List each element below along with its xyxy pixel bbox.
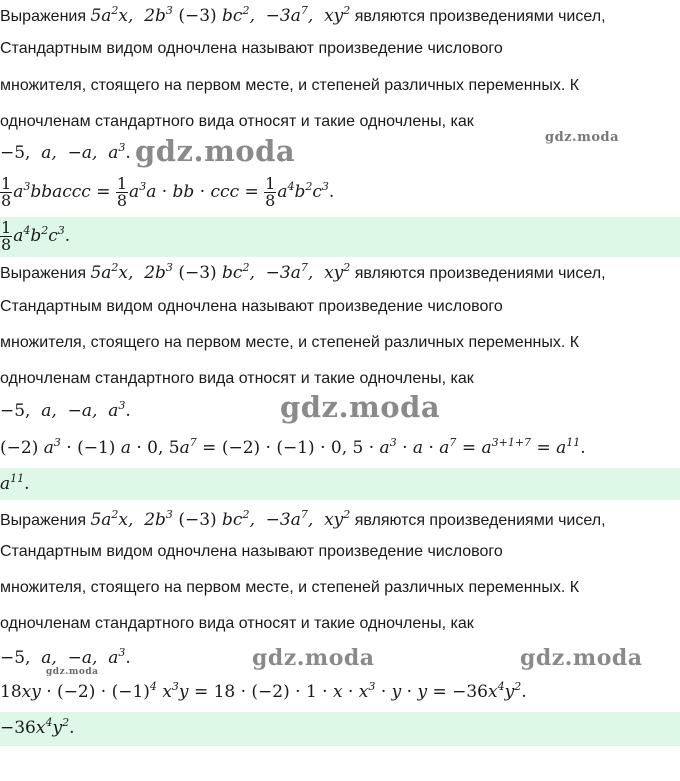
watermark: gdz.moda <box>545 130 620 145</box>
intro-line-3: множителя, стоящего на первом месте, и степеней различных переменных. К <box>0 77 580 94</box>
intro-lead: Выражения <box>0 8 91 25</box>
intro-line-2: Стандартным видом одночлена называют произведение числового <box>0 543 503 560</box>
intro-line-3: множителя, стоящего на первом месте, и степеней различных переменных. К <box>0 579 580 596</box>
intro-line-1: Выражения $5a^2x$, $2b^3$ (−3) $bc^2$, $-3a^7$, $xy^2$ являются произведениями чисел, <box>0 261 606 283</box>
fraction-one-eighth: $\frac{1}{8}$ <box>116 174 128 210</box>
watermark: gdz.moda <box>135 134 296 168</box>
intro-expressions: $5a^2x$, $2b^3$ (−3) $bc^2$, $-3a^7$, $xy^2$ <box>90 4 351 26</box>
section1-answer: $\frac{1}{8}$ $a^4b^2c^3$. <box>1 218 71 254</box>
intro-line-4: одночленам стандартного вида относят и такие одночлены, как <box>0 370 474 387</box>
watermark: gdz.moda <box>280 390 441 424</box>
answer-band-1 <box>0 217 680 257</box>
intro-line-4: одночленам стандартного вида относят и такие одночлены, как <box>0 615 474 632</box>
intro-examples: −5, a, −a, $a^3$. <box>0 141 131 163</box>
fraction-one-eighth: $\frac{1}{8}$ <box>265 174 276 210</box>
watermark: gdz.moda <box>252 645 375 671</box>
answer-band-3 <box>0 712 680 746</box>
intro-line-2: Стандартным видом одночлена называют произведение числового <box>0 298 503 315</box>
section3-work: $18xy \cdot (-2) \cdot (-1)^4$ $x^3y = 18 \cdot (-2) \cdot 1 \cdot x \cdot x^3 \cdot y \cdot y = -36x^4y^2$. <box>0 680 527 702</box>
section2-work: (−2) $a^3 \cdot (-1) a \cdot 0$, $5a^7 = (-2) \cdot (-1) \cdot 0$, $5 \cdot a^3 \cdot a \cdot a^7 = a^{3+1+7} = a^{11}$. <box>0 436 586 458</box>
fraction-one-eighth: $\frac{1}{8}$ <box>1 218 12 254</box>
intro-line-2: Стандартным видом одночлена называют произведение числового <box>0 40 503 57</box>
fraction-one-eighth: $\frac{1}{8}$ <box>1 174 12 210</box>
intro-line-1 <box>0 6 606 26</box>
intro-line-4: одночленам стандартного вида относят и такие одночлены, как <box>0 113 474 130</box>
section3-answer: $-36x^4y^2$. <box>0 716 75 738</box>
answer-band-2 <box>0 468 680 500</box>
intro-line-1: Выражения $5a^2x$, $2b^3$ (−3) $bc^2$, $-3a^7$, $xy^2$ являются произведениями чисел, <box>0 508 606 530</box>
watermark: gdz.moda <box>520 645 643 671</box>
intro-examples: −5, a, −a, $a^3$. <box>0 646 131 668</box>
watermark: gdz.moda <box>46 667 99 677</box>
intro-tail: являются произведениями чисел, <box>350 8 606 25</box>
section2-answer: $a^{11}$. <box>0 472 30 494</box>
intro-line-3: множителя, стоящего на первом месте, и степеней различных переменных. К <box>0 334 580 351</box>
intro-examples: −5, a, −a, $a^3$. <box>0 399 131 421</box>
section1-work: $\frac{1}{8}$ $a^3bbaccc$ = $\frac{1}{8}$ $a^3a$ · bb · ccc = $\frac{1}{8}$ $a^4b^2c^3$. <box>1 174 335 210</box>
